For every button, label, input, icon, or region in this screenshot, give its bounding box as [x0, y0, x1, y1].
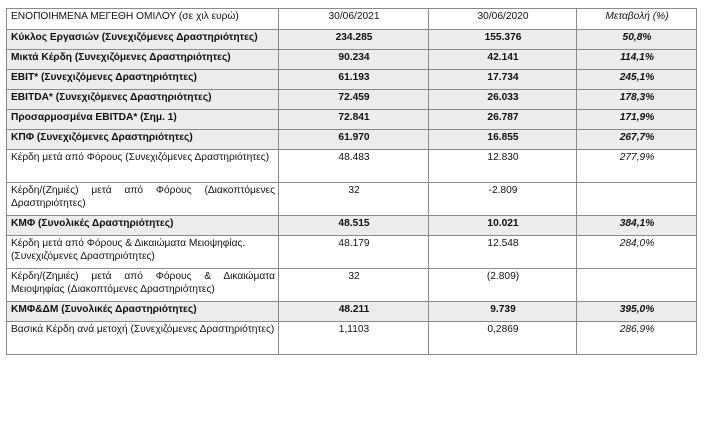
value-2020: 16.855	[429, 130, 577, 150]
table-row	[7, 50, 697, 70]
row-label: Κέρδη/(Ζημιές) μετά από Φόρους & Δικαιώματα Μειοψηφίας (Διακοπτόμενες Δραστηριότητες)	[7, 269, 279, 302]
row-label: Κύκλος Εργασιών (Συνεχιζόμενες Δραστηριότητες)	[7, 30, 279, 50]
row-label: ΚΜΦ (Συνολικές Δραστηριότητες)	[7, 216, 279, 236]
value-2021: 32	[279, 269, 429, 302]
change-percent	[577, 183, 697, 216]
row-label: Μικτά Κέρδη (Συνεχιζόμενες Δραστηριότητες)	[7, 50, 279, 70]
change-percent: 284,0%	[577, 236, 697, 269]
value-2020: 12.548	[429, 236, 577, 269]
row-label: Προσαρμοσμένα EBITDA* (Σημ. 1)	[7, 110, 279, 130]
change-percent: 50,8%	[577, 30, 697, 50]
row-label: Κέρδη μετά από Φόρους (Συνεχιζόμενες Δραστηριότητες)	[7, 150, 279, 183]
table-row	[7, 130, 697, 150]
change-percent: 277,9%	[577, 150, 697, 183]
table-row	[7, 183, 697, 216]
change-percent: 114,1%	[577, 50, 697, 70]
value-2020: 9.739	[429, 302, 577, 322]
row-label: Κέρδη μετά από Φόρους & Δικαιώματα Μειοψηφίας. (Συνεχιζόμενες Δραστηριότητες)	[7, 236, 279, 269]
value-2020: 155.376	[429, 30, 577, 50]
header-change: Μεταβολή (%)	[577, 9, 697, 30]
value-2021: 48.179	[279, 236, 429, 269]
value-2020: 10.021	[429, 216, 577, 236]
header-2020: 30/06/2020	[429, 9, 577, 30]
row-label: EBIT* (Συνεχιζόμενες Δραστηριότητες)	[7, 70, 279, 90]
table-row	[7, 236, 697, 269]
row-label: ΚΜΦ&ΔΜ (Συνολικές Δραστηριότητες)	[7, 302, 279, 322]
value-2020: 0,2869	[429, 322, 577, 355]
change-percent: 267,7%	[577, 130, 697, 150]
change-percent: 171,9%	[577, 110, 697, 130]
change-percent: 178,3%	[577, 90, 697, 110]
table-row	[7, 70, 697, 90]
value-2021: 61.970	[279, 130, 429, 150]
value-2021: 90.234	[279, 50, 429, 70]
row-label: Βασικά Κέρδη ανά μετοχή (Συνεχιζόμενες Δραστηριότητες)	[7, 322, 279, 355]
change-percent	[577, 269, 697, 302]
value-2021: 61.193	[279, 70, 429, 90]
value-2020: 26.787	[429, 110, 577, 130]
row-label: EBITDA* (Συνεχιζόμενες Δραστηριότητες)	[7, 90, 279, 110]
table-row	[7, 216, 697, 236]
value-2021: 48.515	[279, 216, 429, 236]
value-2020: 17.734	[429, 70, 577, 90]
change-percent: 384,1%	[577, 216, 697, 236]
table-row	[7, 30, 697, 50]
value-2021: 48.211	[279, 302, 429, 322]
header-2021: 30/06/2021	[279, 9, 429, 30]
value-2020: (2.809)	[429, 269, 577, 302]
table-row	[7, 90, 697, 110]
value-2020: -2.809	[429, 183, 577, 216]
value-2020: 26.033	[429, 90, 577, 110]
row-label: Κέρδη/(Ζημιές) μετά από Φόρους (Διακοπτόμενες Δραστηριότητες)	[7, 183, 279, 216]
value-2021: 1,1103	[279, 322, 429, 355]
value-2021: 72.459	[279, 90, 429, 110]
value-2021: 72.841	[279, 110, 429, 130]
table-row	[7, 150, 697, 183]
value-2021: 32	[279, 183, 429, 216]
table-row	[7, 322, 697, 355]
change-percent: 395,0%	[577, 302, 697, 322]
header-title: ΕΝΟΠΟΙΗΜΕΝΑ ΜΕΓΕΘΗ ΟΜΙΛΟΥ (σε χιλ ευρώ)	[7, 9, 279, 30]
change-percent: 286,9%	[577, 322, 697, 355]
table-header-row	[7, 9, 697, 30]
consolidated-figures-table	[6, 8, 697, 355]
financial-results-document	[6, 8, 697, 355]
table-row	[7, 269, 697, 302]
value-2020: 42.141	[429, 50, 577, 70]
row-label: ΚΠΦ (Συνεχιζόμενες Δραστηριότητες)	[7, 130, 279, 150]
value-2021: 234.285	[279, 30, 429, 50]
value-2021: 48.483	[279, 150, 429, 183]
table-row	[7, 302, 697, 322]
change-percent: 245,1%	[577, 70, 697, 90]
value-2020: 12.830	[429, 150, 577, 183]
table-row	[7, 110, 697, 130]
